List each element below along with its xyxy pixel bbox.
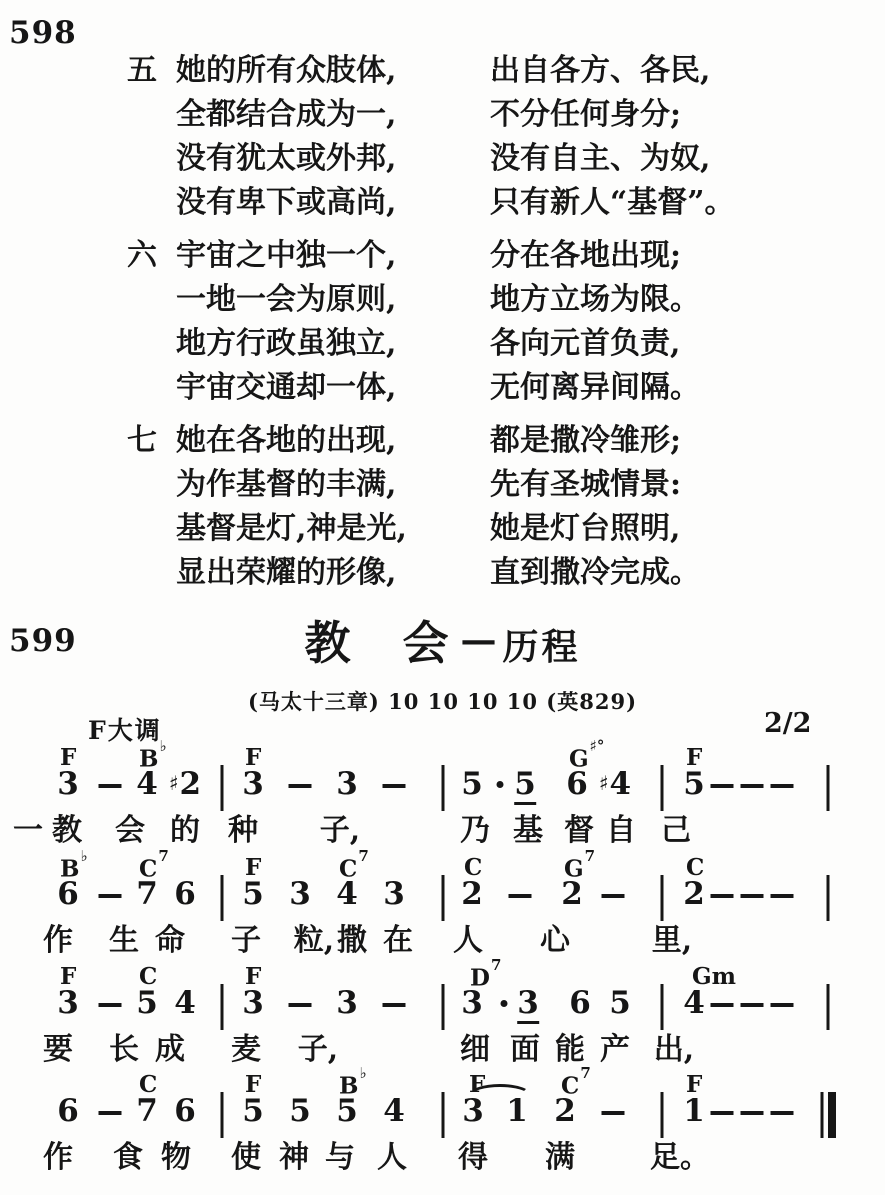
duration-dash	[289, 784, 312, 788]
augmentation-dot	[497, 781, 504, 788]
note: 2	[683, 876, 705, 912]
verse-number: 七	[127, 423, 157, 458]
lyric-syllable: 会	[115, 813, 145, 848]
note: 2	[461, 876, 483, 912]
duration-dash	[741, 1111, 764, 1115]
lyric-syllable: 撒	[337, 923, 367, 958]
barline	[827, 984, 830, 1030]
barline	[661, 875, 664, 921]
chord-symbol: C	[464, 854, 483, 881]
final-barline-thin	[821, 1092, 824, 1138]
note: 7	[136, 1093, 158, 1129]
lyric-syllable: 得	[458, 1140, 488, 1175]
barline	[442, 984, 445, 1030]
chord-symbol: F	[245, 1071, 262, 1098]
hymn-599-title	[0, 618, 885, 669]
lyric-syllable: 出,	[653, 1032, 695, 1067]
note: 1	[683, 1093, 705, 1129]
note: 5	[683, 766, 705, 802]
verse	[0, 237, 885, 413]
verse-line	[0, 422, 885, 466]
music-system	[0, 1064, 885, 1183]
lyric-syllable: 满	[545, 1140, 575, 1175]
verse-text-right: 没有自主、为奴,	[490, 141, 711, 176]
verse-text-left: 地方行政虽独立,	[176, 326, 397, 361]
note: 6	[566, 766, 588, 802]
lyric-syllable: 命	[155, 923, 185, 958]
lyric-syllable: 产	[600, 1032, 630, 1067]
note: 4	[174, 985, 196, 1021]
note: 3	[289, 876, 311, 912]
duration-dash	[711, 1003, 734, 1007]
lyric-syllable: 种	[228, 813, 258, 848]
hymn-599-meter-line: (马太十三章) 10 10 10 10 (英829)	[247, 689, 638, 714]
note: 3	[336, 766, 358, 802]
note: 4	[383, 1093, 405, 1129]
verse-text-left: 全都结合成为一,	[176, 97, 397, 132]
chord-symbol: C	[686, 854, 705, 881]
lyric-syllable: 子	[231, 923, 261, 958]
barline	[221, 765, 224, 811]
chord-symbol: F	[469, 1071, 486, 1098]
final-barline-thick	[828, 1092, 836, 1138]
lyric-syllable: 己	[661, 813, 691, 848]
lyric-syllable: 细	[460, 1032, 490, 1067]
note: 7	[136, 876, 158, 912]
verse-text-right: 无何离异间隔。	[490, 370, 700, 405]
note: 4	[336, 876, 358, 912]
verse-text-left: 基督是灯,神是光,	[176, 511, 407, 546]
lyric-syllable: 乃	[460, 813, 490, 848]
lyric-syllable: 自	[606, 813, 636, 848]
note: 5	[609, 985, 631, 1021]
verse-text-right: 不分任何身分;	[490, 97, 682, 132]
verse-text-right: 出自各方、各民,	[490, 53, 711, 88]
verse-text-right: 各向元首负责,	[490, 326, 681, 361]
duration-dash	[741, 784, 764, 788]
accidental-sharp-icon: ♯	[168, 771, 179, 795]
note: 5	[514, 769, 536, 805]
lyric-syllable: 使	[231, 1140, 261, 1175]
duration-dash	[99, 894, 122, 898]
chord-symbol: F	[60, 744, 77, 771]
chord-symbol: F	[245, 854, 262, 881]
lyric-syllable: 要	[43, 1032, 73, 1067]
barline	[827, 875, 830, 921]
lyric-syllable: 麦	[231, 1032, 261, 1067]
chord-symbol: $C^7$	[339, 847, 369, 883]
verse-text-left: 显出荣耀的形像,	[176, 555, 397, 590]
verse-text-left: 一地一会为原则,	[176, 282, 397, 317]
note: ♯2	[168, 766, 202, 802]
lyric-syllable: 粒,	[293, 923, 335, 958]
verse-text-left: 宇宙交通却一体,	[176, 370, 397, 405]
chord-symbol: F	[60, 963, 77, 990]
lyric-syllable: 里,	[651, 923, 693, 958]
title-subject: 历程	[502, 626, 581, 668]
verse-line	[0, 369, 885, 413]
note: 6	[174, 1093, 196, 1129]
verse-line	[0, 140, 885, 184]
lyric-syllable: 物	[161, 1140, 191, 1175]
verse	[0, 52, 885, 228]
augmentation-dot	[501, 1000, 508, 1007]
verse-text-right: 直到撒冷完成。	[490, 555, 700, 590]
duration-dash	[383, 784, 406, 788]
note: 6	[57, 876, 79, 912]
verse-text-right: 地方立场为限。	[490, 282, 700, 317]
chord-symbol: F	[245, 744, 262, 771]
time-signature: 2/2	[764, 708, 812, 739]
verse-text-left: 没有卑下或高尚,	[176, 185, 397, 220]
barline	[442, 765, 445, 811]
lyric-syllable: 人	[453, 923, 483, 958]
note: 3	[383, 876, 405, 912]
note: 3	[517, 988, 539, 1024]
duration-dash	[289, 1003, 312, 1007]
note: 6	[174, 876, 196, 912]
note: 3	[336, 985, 358, 1021]
verse-text-left: 宇宙之中独一个,	[176, 238, 397, 273]
duration-dash	[99, 784, 122, 788]
chord-symbol: B♭	[339, 1064, 367, 1100]
note: 5	[289, 1093, 311, 1129]
note: 3	[57, 766, 79, 802]
verse-line	[0, 96, 885, 140]
barline	[221, 875, 224, 921]
duration-dash	[509, 894, 532, 898]
lyric-syllable: 督	[564, 813, 594, 848]
lyric-syllable: 作	[43, 1140, 73, 1175]
barline	[221, 1092, 224, 1138]
verse-text-right: 都是撒冷雏形;	[490, 423, 682, 458]
duration-dash	[711, 784, 734, 788]
duration-dash	[602, 1111, 625, 1115]
duration-dash	[741, 1003, 764, 1007]
chord-symbol: B♭	[60, 847, 88, 883]
lyric-syllable: 子,	[297, 1032, 339, 1067]
title-main: 教 会	[304, 616, 467, 670]
music-system	[0, 956, 885, 1075]
music-system	[0, 847, 885, 966]
lyric-syllable: 子,	[319, 813, 361, 848]
chord-symbol: F	[245, 963, 262, 990]
verse-text-right: 她是灯台照明,	[490, 511, 681, 546]
lyric-syllable: 足。	[650, 1140, 710, 1175]
note: 3	[242, 985, 264, 1021]
duration-dash	[602, 894, 625, 898]
note: 5	[242, 876, 264, 912]
note: 1	[506, 1093, 528, 1129]
note: 3	[242, 766, 264, 802]
duration-dash	[711, 1111, 734, 1115]
verse-number: 六	[127, 238, 157, 273]
chord-symbol: $D^7$	[470, 956, 502, 992]
note: 5	[336, 1093, 358, 1129]
note: 5	[461, 766, 483, 802]
note: 3	[57, 985, 79, 1021]
chord-symbol: $C^7$	[561, 1064, 591, 1100]
chord-symbol: F	[686, 744, 703, 771]
duration-dash	[383, 1003, 406, 1007]
chord-symbol: Gm	[692, 963, 736, 990]
chord-symbol: $G^7$	[564, 847, 596, 883]
barline	[661, 765, 664, 811]
note: 2	[554, 1093, 576, 1129]
hymn-number-598: 598	[9, 15, 77, 51]
title-dash: —	[460, 619, 497, 661]
verse-text-left: 她在各地的出现,	[176, 423, 397, 458]
hymn-598-verses	[0, 52, 885, 607]
chord-symbol: C	[139, 963, 158, 990]
verse-text-left: 为作基督的丰满,	[176, 467, 397, 502]
verse-line	[0, 554, 885, 598]
verse-text-left: 没有犹太或外邦,	[176, 141, 397, 176]
lyric-syllable: 基	[513, 813, 543, 848]
verse-text-right: 只有新人“基督”。	[490, 185, 735, 220]
verse	[0, 422, 885, 598]
key-signature-label: F大调	[88, 716, 162, 745]
lyric-syllable: 能	[555, 1032, 585, 1067]
note: 2	[561, 876, 583, 912]
duration-dash	[99, 1003, 122, 1007]
duration-dash	[771, 894, 794, 898]
verse-line	[0, 184, 885, 228]
note: 4	[136, 766, 158, 802]
note: 3	[461, 985, 483, 1021]
note: 6	[57, 1093, 79, 1129]
verse-line	[0, 52, 885, 96]
verse-text-right: 分在各地出现;	[490, 238, 682, 273]
chord-symbol: C	[139, 1071, 158, 1098]
barline	[661, 984, 664, 1030]
chord-symbol: F	[686, 1071, 703, 1098]
lyric-syllable: 在	[383, 923, 413, 958]
accidental-sharp-icon: ♯	[598, 771, 609, 795]
note: ♯4	[598, 766, 632, 802]
note: 4	[683, 985, 705, 1021]
barline	[442, 875, 445, 921]
duration-dash	[99, 1111, 122, 1115]
lyric-syllable: 长	[109, 1032, 139, 1067]
note: 3	[462, 1093, 484, 1129]
verse-number: 五	[127, 53, 157, 88]
barline	[221, 984, 224, 1030]
verse-line	[0, 466, 885, 510]
duration-dash	[771, 784, 794, 788]
hymn-number-599: 599	[9, 623, 77, 659]
lyric-syllable: 教	[52, 813, 82, 848]
lyric-syllable: 人	[377, 1140, 407, 1175]
lyric-syllable: 食	[113, 1140, 143, 1175]
verse-line	[0, 237, 885, 281]
barline	[827, 765, 830, 811]
lyric-syllable: 的	[170, 813, 200, 848]
duration-dash	[741, 894, 764, 898]
verse-line	[0, 510, 885, 554]
slur-tie	[469, 1084, 531, 1106]
barline	[442, 1092, 445, 1138]
music-system	[0, 737, 885, 856]
lyric-syllable: 生	[109, 923, 139, 958]
lyric-syllable: 面	[510, 1032, 540, 1067]
lyric-syllable: 与	[325, 1140, 355, 1175]
duration-dash	[771, 1111, 794, 1115]
verse-text-left: 她的所有众肢体,	[176, 53, 397, 88]
lyric-syllable: 神	[279, 1140, 309, 1175]
lyric-syllable: 成	[155, 1032, 185, 1067]
chord-symbol: G♯°	[569, 737, 605, 773]
verse-text-right: 先有圣城情景:	[490, 467, 682, 502]
lyric-syllable: 心	[540, 923, 570, 958]
note: 5	[242, 1093, 264, 1129]
duration-dash	[771, 1003, 794, 1007]
note: 5	[136, 985, 158, 1021]
duration-dash	[711, 894, 734, 898]
chord-symbol: $C^7$	[139, 847, 169, 883]
barline	[661, 1092, 664, 1138]
stanza-number: 一	[13, 813, 43, 848]
verse-line	[0, 281, 885, 325]
verse-line	[0, 325, 885, 369]
chord-symbol: B♭	[139, 737, 167, 773]
note: 6	[569, 985, 591, 1021]
lyric-syllable: 作	[43, 923, 73, 958]
